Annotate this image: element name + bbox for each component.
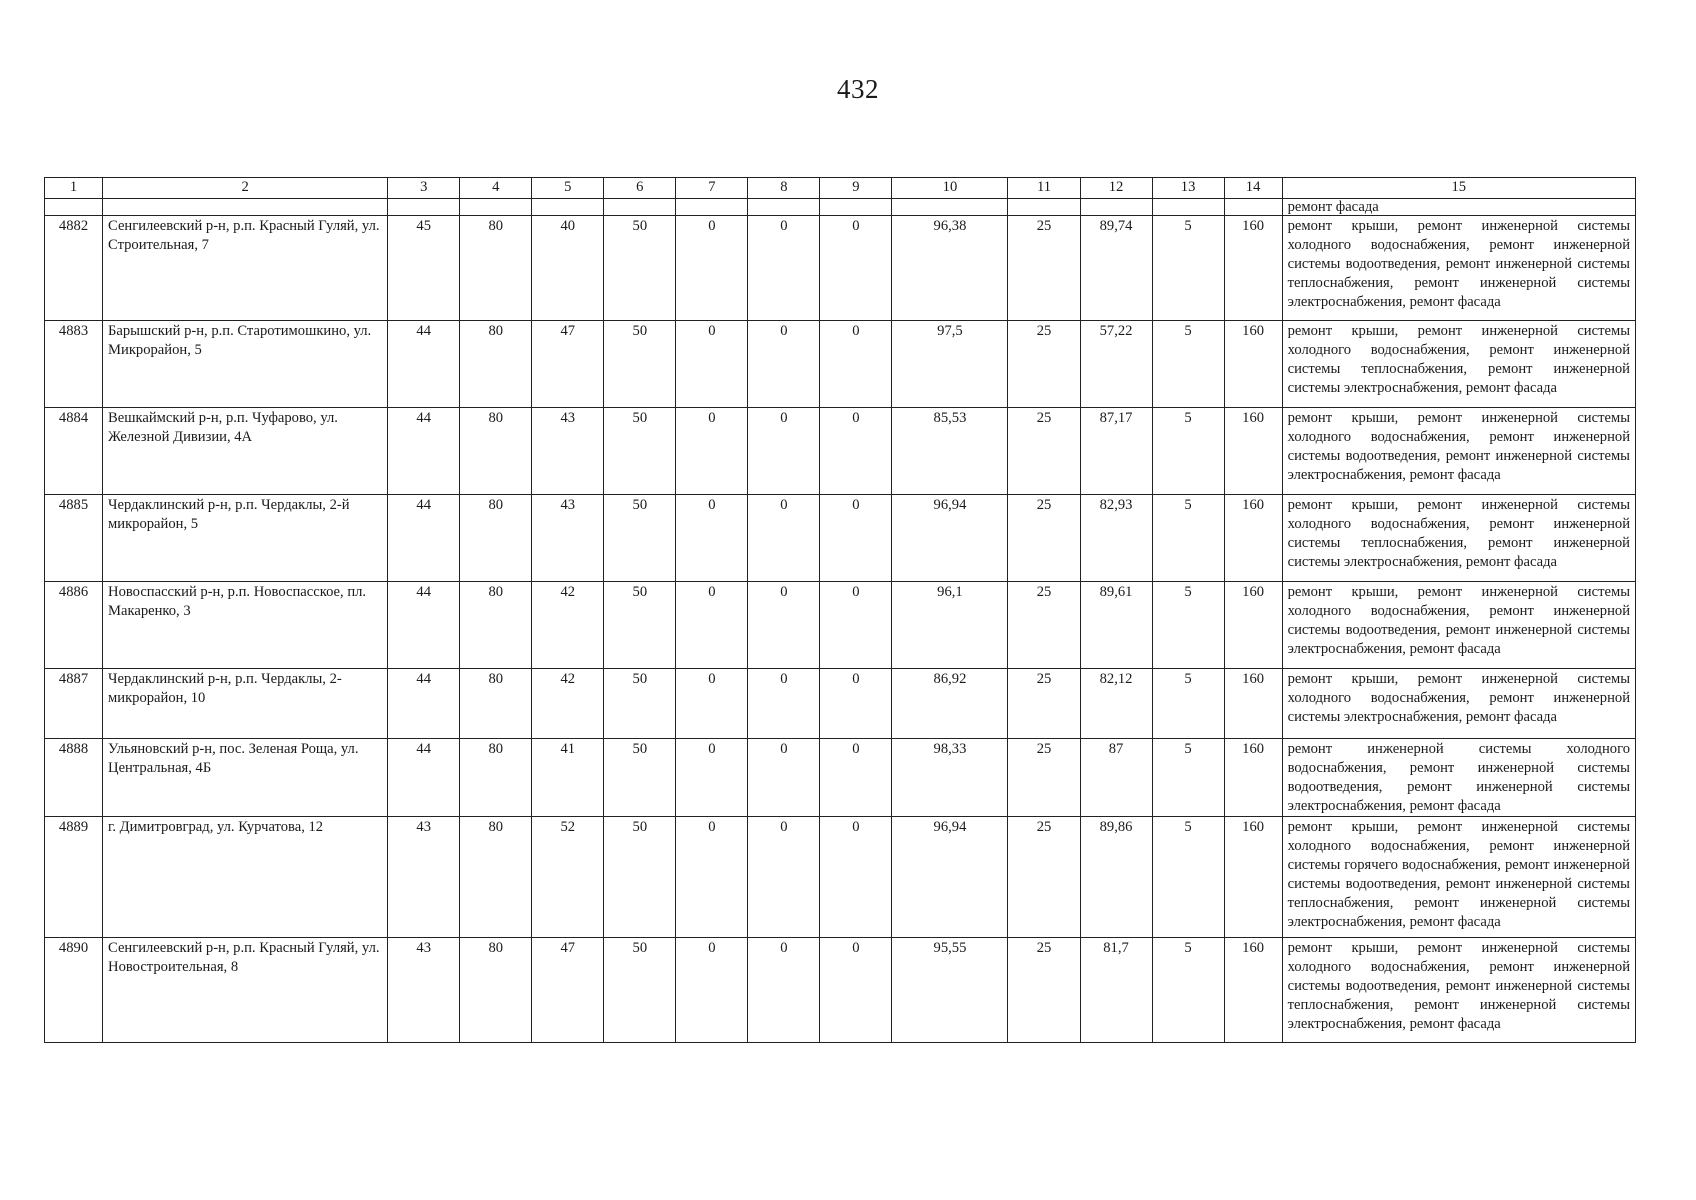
works-description-cell: ремонт крыши, ремонт инженерной системы холодного водоснабжения, ремонт инженерной системы водоотведения, ремонт инженерной системы электроснабжения, ремонт фасада — [1282, 582, 1635, 669]
value-cell-c10: 98,33 — [892, 739, 1008, 817]
value-cell-c13: 5 — [1152, 408, 1224, 495]
value-cell-c8: 0 — [748, 495, 820, 582]
value-cell-c6: 50 — [604, 669, 676, 739]
value-cell-c11: 25 — [1008, 321, 1080, 408]
value-cell-c8: 0 — [748, 216, 820, 321]
value-cell-c9: 0 — [820, 495, 892, 582]
value-cell-c4: 80 — [460, 321, 532, 408]
row-number: 4886 — [45, 582, 103, 669]
value-cell-c9: 0 — [820, 408, 892, 495]
value-cell-c7: 0 — [676, 739, 748, 817]
column-number: 1 — [45, 178, 103, 199]
value-cell-c11: 25 — [1008, 669, 1080, 739]
value-cell-c10: 95,55 — [892, 938, 1008, 1043]
value-cell-c13: 5 — [1152, 582, 1224, 669]
value-cell-c6: 50 — [604, 408, 676, 495]
value-cell-c11: 25 — [1008, 739, 1080, 817]
value-cell-c13: 5 — [1152, 938, 1224, 1043]
works-description-cell: ремонт крыши, ремонт инженерной системы холодного водоснабжения, ремонт инженерной системы водоотведения, ремонт инженерной системы электроснабжения, ремонт фасада — [1282, 408, 1635, 495]
value-cell-c12: 82,12 — [1080, 669, 1152, 739]
value-cell-c4: 80 — [460, 582, 532, 669]
row-number: 4882 — [45, 216, 103, 321]
value-cell-c11: 25 — [1008, 582, 1080, 669]
value-cell-c5: 40 — [532, 216, 604, 321]
column-number: 12 — [1080, 178, 1152, 199]
table-row — [45, 321, 1636, 408]
value-cell-c5: 43 — [532, 408, 604, 495]
value-cell-c12: 82,93 — [1080, 495, 1152, 582]
value-cell-c10: 96,94 — [892, 817, 1008, 938]
row-number: 4887 — [45, 669, 103, 739]
value-cell-c7: 0 — [676, 408, 748, 495]
value-cell-c5: 42 — [532, 669, 604, 739]
value-cell-c8: 0 — [748, 408, 820, 495]
table-row — [45, 408, 1636, 495]
table-row — [45, 582, 1636, 669]
value-cell-c6: 50 — [604, 817, 676, 938]
value-cell-c7: 0 — [676, 669, 748, 739]
value-cell-c3: 44 — [388, 321, 460, 408]
column-number: 4 — [460, 178, 532, 199]
value-cell-c5: 42 — [532, 582, 604, 669]
value-cell-c14: 160 — [1224, 582, 1282, 669]
value-cell-c11: 25 — [1008, 495, 1080, 582]
continuation-text: ремонт фасада — [1282, 199, 1635, 216]
value-cell-c8: 0 — [748, 582, 820, 669]
value-cell-c14: 160 — [1224, 817, 1282, 938]
value-cell-c9: 0 — [820, 216, 892, 321]
value-cell-c10: 97,5 — [892, 321, 1008, 408]
value-cell-c4: 80 — [460, 938, 532, 1043]
value-cell-c13: 5 — [1152, 739, 1224, 817]
table-row — [45, 817, 1636, 938]
address-cell: Чердаклинский р-н, р.п. Чердаклы, 2-й микрорайон, 5 — [103, 495, 388, 582]
value-cell-c5: 52 — [532, 817, 604, 938]
value-cell-c12: 89,74 — [1080, 216, 1152, 321]
row-number: 4890 — [45, 938, 103, 1043]
value-cell-c8: 0 — [748, 739, 820, 817]
value-cell-c14: 160 — [1224, 321, 1282, 408]
address-cell: г. Димитровград, ул. Курчатова, 12 — [103, 817, 388, 938]
works-description-cell: ремонт крыши, ремонт инженерной системы холодного водоснабжения, ремонт инженерной системы теплоснабжения, ремонт инженерной системы электроснабжения, ремонт фасада — [1282, 321, 1635, 408]
value-cell-c6: 50 — [604, 216, 676, 321]
value-cell-c8: 0 — [748, 938, 820, 1043]
repair-program-table — [44, 177, 1636, 1043]
value-cell-c3: 43 — [388, 938, 460, 1043]
value-cell-c5: 47 — [532, 938, 604, 1043]
address-cell: Барышский р-н, р.п. Старотимошкино, ул. Микрорайон, 5 — [103, 321, 388, 408]
value-cell-c11: 25 — [1008, 216, 1080, 321]
value-cell-c7: 0 — [676, 817, 748, 938]
value-cell-c10: 85,53 — [892, 408, 1008, 495]
value-cell-c12: 89,61 — [1080, 582, 1152, 669]
value-cell-c7: 0 — [676, 216, 748, 321]
table-row — [45, 495, 1636, 582]
value-cell-c4: 80 — [460, 817, 532, 938]
value-cell-c9: 0 — [820, 582, 892, 669]
value-cell-c3: 44 — [388, 408, 460, 495]
value-cell-c9: 0 — [820, 938, 892, 1043]
table-row — [45, 669, 1636, 739]
value-cell-c6: 50 — [604, 739, 676, 817]
address-cell: Чердаклинский р-н, р.п. Чердаклы, 2-микрорайон, 10 — [103, 669, 388, 739]
row-number: 4883 — [45, 321, 103, 408]
value-cell-c12: 81,7 — [1080, 938, 1152, 1043]
value-cell-c5: 41 — [532, 739, 604, 817]
value-cell-c7: 0 — [676, 582, 748, 669]
value-cell-c7: 0 — [676, 321, 748, 408]
value-cell-c10: 96,38 — [892, 216, 1008, 321]
value-cell-c5: 47 — [532, 321, 604, 408]
continuation-row — [45, 199, 1636, 216]
address-cell: Ульяновский р-н, пос. Зеленая Роща, ул. Центральная, 4Б — [103, 739, 388, 817]
value-cell-c4: 80 — [460, 216, 532, 321]
value-cell-c12: 87,17 — [1080, 408, 1152, 495]
value-cell-c10: 86,92 — [892, 669, 1008, 739]
row-number: 4885 — [45, 495, 103, 582]
table-row — [45, 938, 1636, 1043]
value-cell-c11: 25 — [1008, 817, 1080, 938]
works-description-cell: ремонт крыши, ремонт инженерной системы холодного водоснабжения, ремонт инженерной системы водоотведения, ремонт инженерной системы теплоснабжения, ремонт инженерной системы электроснабжения, ремонт фасада — [1282, 216, 1635, 321]
address-cell: Сенгилеевский р-н, р.п. Красный Гуляй, ул. Новостроительная, 8 — [103, 938, 388, 1043]
value-cell-c8: 0 — [748, 321, 820, 408]
page-number: 432 — [837, 74, 879, 104]
value-cell-c6: 50 — [604, 495, 676, 582]
value-cell-c3: 43 — [388, 817, 460, 938]
value-cell-c13: 5 — [1152, 817, 1224, 938]
value-cell-c12: 87 — [1080, 739, 1152, 817]
value-cell-c4: 80 — [460, 739, 532, 817]
value-cell-c14: 160 — [1224, 669, 1282, 739]
value-cell-c12: 89,86 — [1080, 817, 1152, 938]
works-description-cell: ремонт крыши, ремонт инженерной системы холодного водоснабжения, ремонт инженерной системы водоотведения, ремонт инженерной системы теплоснабжения, ремонт инженерной системы электроснабжения, ремонт фасада — [1282, 938, 1635, 1043]
value-cell-c10: 96,1 — [892, 582, 1008, 669]
column-number: 9 — [820, 178, 892, 199]
value-cell-c11: 25 — [1008, 938, 1080, 1043]
column-number: 3 — [388, 178, 460, 199]
value-cell-c3: 44 — [388, 495, 460, 582]
table-row — [45, 216, 1636, 321]
value-cell-c13: 5 — [1152, 216, 1224, 321]
value-cell-c9: 0 — [820, 739, 892, 817]
table-row — [45, 739, 1636, 817]
column-number: 8 — [748, 178, 820, 199]
value-cell-c7: 0 — [676, 938, 748, 1043]
works-description-cell: ремонт крыши, ремонт инженерной системы холодного водоснабжения, ремонт инженерной системы теплоснабжения, ремонт инженерной системы электроснабжения, ремонт фасада — [1282, 495, 1635, 582]
value-cell-c13: 5 — [1152, 495, 1224, 582]
column-number-row — [45, 178, 1636, 199]
value-cell-c6: 50 — [604, 321, 676, 408]
value-cell-c8: 0 — [748, 669, 820, 739]
value-cell-c13: 5 — [1152, 321, 1224, 408]
column-number: 5 — [532, 178, 604, 199]
row-number: 4888 — [45, 739, 103, 817]
row-number: 4889 — [45, 817, 103, 938]
value-cell-c14: 160 — [1224, 495, 1282, 582]
works-description-cell: ремонт крыши, ремонт инженерной системы холодного водоснабжения, ремонт инженерной системы электроснабжения, ремонт фасада — [1282, 669, 1635, 739]
row-number: 4884 — [45, 408, 103, 495]
works-description-cell: ремонт крыши, ремонт инженерной системы холодного водоснабжения, ремонт инженерной системы горячего водоснабжения, ремонт инженерной системы водоотведения, ремонт инженерной системы теплоснабжения, ремонт инженерной системы электроснабжения, ремонт фасада — [1282, 817, 1635, 938]
value-cell-c7: 0 — [676, 495, 748, 582]
value-cell-c5: 43 — [532, 495, 604, 582]
address-cell: Вешкаймский р-н, р.п. Чуфарово, ул. Железной Дивизии, 4А — [103, 408, 388, 495]
value-cell-c10: 96,94 — [892, 495, 1008, 582]
value-cell-c9: 0 — [820, 817, 892, 938]
column-number: 2 — [103, 178, 388, 199]
column-number: 7 — [676, 178, 748, 199]
value-cell-c9: 0 — [820, 321, 892, 408]
value-cell-c14: 160 — [1224, 216, 1282, 321]
column-number: 15 — [1282, 178, 1635, 199]
value-cell-c13: 5 — [1152, 669, 1224, 739]
column-number: 13 — [1152, 178, 1224, 199]
value-cell-c4: 80 — [460, 408, 532, 495]
value-cell-c4: 80 — [460, 495, 532, 582]
address-cell: Сенгилеевский р-н, р.п. Красный Гуляй, ул. Строительная, 7 — [103, 216, 388, 321]
value-cell-c12: 57,22 — [1080, 321, 1152, 408]
value-cell-c14: 160 — [1224, 408, 1282, 495]
value-cell-c3: 44 — [388, 739, 460, 817]
value-cell-c3: 44 — [388, 669, 460, 739]
value-cell-c11: 25 — [1008, 408, 1080, 495]
value-cell-c3: 44 — [388, 582, 460, 669]
value-cell-c14: 160 — [1224, 938, 1282, 1043]
column-number: 6 — [604, 178, 676, 199]
value-cell-c8: 0 — [748, 817, 820, 938]
value-cell-c9: 0 — [820, 669, 892, 739]
value-cell-c6: 50 — [604, 582, 676, 669]
column-number: 11 — [1008, 178, 1080, 199]
value-cell-c4: 80 — [460, 669, 532, 739]
column-number: 10 — [892, 178, 1008, 199]
works-description-cell: ремонт инженерной системы холодного водоснабжения, ремонт инженерной системы водоотведения, ремонт инженерной системы электроснабжения, ремонт фасада — [1282, 739, 1635, 817]
address-cell: Новоспасский р-н, р.п. Новоспасское, пл. Макаренко, 3 — [103, 582, 388, 669]
column-number: 14 — [1224, 178, 1282, 199]
value-cell-c3: 45 — [388, 216, 460, 321]
value-cell-c6: 50 — [604, 938, 676, 1043]
value-cell-c14: 160 — [1224, 739, 1282, 817]
